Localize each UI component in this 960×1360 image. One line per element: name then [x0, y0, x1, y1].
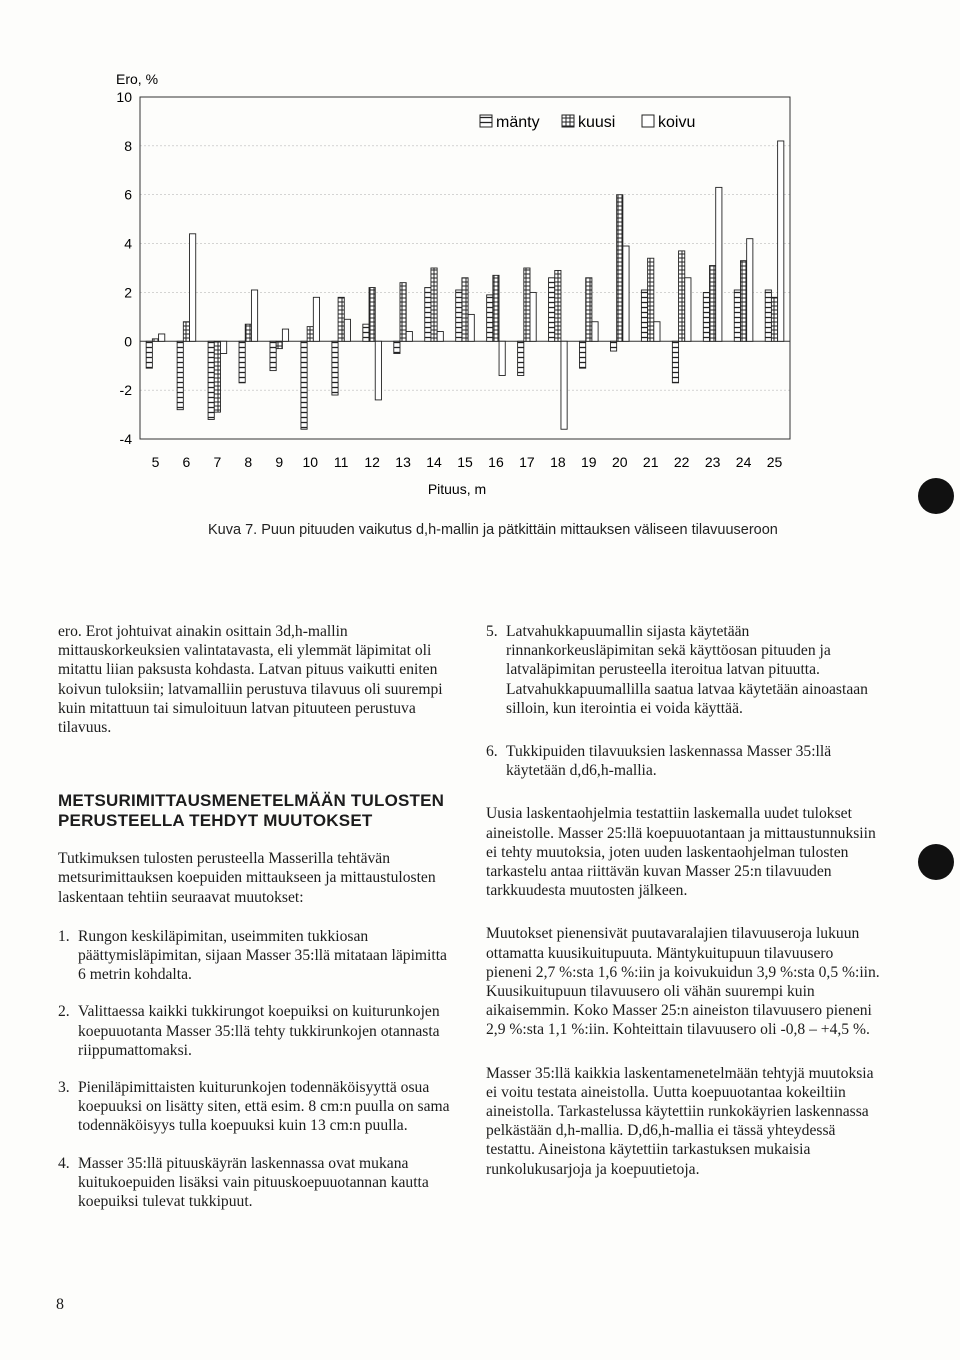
right-paragraph-2: Muutokset pienensivät puutavaralajien tilavuuseroja lukuun ottamatta kuusikuitupuuta. Mäntykuitupuun tilavuusero pieneni 2,7 %:sta 1,6 %:iin ja koivukuidun 3,9 %:sta 0,5 %:iin. Kuusikuitupuun tilavuusero oli vähän suurempi kuin aikaisemmin. Koko Masser 25:n aineiston tilavuusero pieneni 2,9 %:sta 1,1 %:iin. Kohteittain tilavuusero oli -0,8 – +4,5 %.: [486, 925, 880, 1039]
koivu-bar: [468, 314, 474, 341]
x-tick-label: 15: [457, 454, 473, 470]
x-tick-label: 17: [519, 454, 535, 470]
list-item-text: Valittaessa kaikki tukkirungot koepuiksi on kuiturunkojen koepuuotanta Masser 35:llä tehty tukkirunkojen otannasta riippumattomaksi.: [78, 1003, 440, 1059]
manty-bar: [394, 341, 400, 353]
kuusi-bar: [740, 261, 746, 342]
right-paragraph-1: Uusia laskentaohjelmia testattiin laskemalla uudet tulokset aineistolle. Masser 25:llä koepuuotantaan ja mittaustunnuksiin ei tehty muutoksia, joten uuden laskentaohjelman tulosten tarkastelu antaa riittävän kuvan Masser 25:n tilavuuden tarkkuudesta muutosten jälkeen.: [486, 805, 876, 900]
kuusi-bar: [214, 341, 220, 412]
manty-bar: [641, 290, 647, 341]
list-item-number: 6.: [486, 743, 498, 761]
list-item: [58, 1154, 450, 1212]
kuusi-bar: [307, 327, 313, 342]
kuusi-bar: [586, 278, 592, 342]
koivu-bar: [499, 341, 505, 375]
right-paragraph-3: Masser 35:llä kaikkia laskentamenetelmään tehtyjä muutoksia ei voitu testata aineistolla. Uutta koepuuotantaa kokeiltiin aineistolla. Tarkastelussa käytettiin runkokäyrien laskennassa pelkästään d,h-mallia. D,d6,h-mallia ei tässä yhteydessä testattu. Aineistona käytettiin tarkastuksen mukaisia runkolukusarjoja ja koepuutietoja.: [486, 1064, 874, 1178]
legend-swatch-kuusi: [562, 115, 574, 127]
y-gridlines: [140, 146, 790, 390]
koivu-bar: [623, 246, 629, 341]
koivu-bar: [313, 297, 319, 341]
koivu-bar: [190, 234, 196, 341]
left-paragraph-2: Tutkimuksen tulosten perusteella Masserilla tehtävän metsurimittauksen koepuiden mittaukseen ja mittaustulosten laskentaan tehtiin seuraavat muutokset:: [58, 850, 436, 906]
x-tick-label: 5: [151, 454, 160, 470]
manty-bar: [332, 341, 338, 395]
kuusi-bar: [245, 324, 251, 341]
koivu-bar: [344, 319, 350, 341]
y-tick-label: 10: [116, 89, 132, 105]
change-list-right: [486, 622, 882, 780]
y-tick-label: 8: [124, 137, 132, 154]
list-item-number: 3.: [58, 1079, 70, 1097]
y-tick-label: 2: [124, 284, 132, 301]
legend-swatch-manty: [480, 115, 492, 127]
x-tick-label: 14: [426, 454, 442, 470]
koivu-bar: [159, 334, 165, 341]
kuusi-bar: [462, 278, 468, 342]
manty-bar: [610, 341, 616, 351]
list-item-text: Tukkipuiden tilavuuksien laskennassa Masser 35:llä käytetään d,d6,h-mallia.: [506, 743, 832, 780]
list-item-number: 4.: [58, 1154, 70, 1172]
kuusi-bar: [276, 341, 282, 348]
y-tick-label: 0: [124, 333, 132, 350]
x-tick-label: 10: [302, 454, 319, 470]
y-tick-label: 6: [124, 186, 132, 203]
manty-bar: [270, 341, 276, 370]
kuusi-bar: [493, 275, 499, 341]
manty-bar: [765, 290, 771, 341]
left-column: [58, 622, 450, 1229]
manty-bar: [487, 295, 493, 341]
x-tick-label: 13: [395, 454, 411, 470]
x-tick-label: 12: [364, 454, 380, 470]
manty-bar: [580, 341, 586, 368]
koivu-bar: [561, 341, 567, 429]
x-tick-label: 9: [275, 454, 284, 470]
x-tick-label: 7: [213, 454, 222, 470]
x-tick-label: 11: [333, 454, 349, 470]
list-item: [486, 742, 882, 780]
koivu-bar: [778, 141, 784, 341]
list-item-text: Rungon keskiläpimitan, useimmiten tukkiosan päättymisläpimitan, sijaan Masser 35:llä mitataan läpimitta 6 metrin kohdalta.: [78, 927, 447, 984]
list-item-number: 2.: [58, 1003, 70, 1021]
kuusi-bar: [679, 251, 685, 341]
list-item-number: 5.: [486, 623, 498, 640]
x-tick-label: 16: [488, 454, 504, 470]
legend-label-koivu: koivu: [658, 114, 696, 131]
left-paragraph-1: ero. Erot johtuivat ainakin osittain 3d,h-mallin mittauskorkeuksien valintatavasta, eli ylemmät läpimitat oli mitattu liian paksusta kohdasta. Latvan pituus vaikutti eniten koivun tuloksiin; latvamalliin perustuva tilavuus oli suurempi kuin mitattuun tai simuloituun latvan pituuteen perustuva tilavuus.: [58, 623, 443, 737]
koivu-bar: [251, 290, 257, 341]
koivu-bar: [654, 322, 660, 342]
kuusi-bar: [555, 270, 561, 341]
bars: [146, 141, 784, 429]
kuusi-bar: [369, 288, 375, 342]
list-item: [58, 1078, 450, 1136]
list-item-number: 1.: [58, 927, 70, 945]
manty-bar: [301, 341, 307, 429]
list-item: [58, 927, 450, 985]
list-item-text: Masser 35:llä pituuskäyrän laskennassa ovat mukana kuitukoepuiden lisäksi vain pituuskoepuuotannan kautta koepuiksi tulevat tukkipuut.: [78, 1154, 429, 1211]
change-list-left: [58, 927, 450, 1211]
page-number: 8: [56, 1296, 64, 1313]
list-item: [58, 1002, 450, 1060]
koivu-bar: [716, 187, 722, 341]
legend-swatch-koivu: [642, 115, 654, 127]
manty-bar: [177, 341, 183, 409]
manty-bar: [146, 341, 152, 368]
kuusi-bar: [183, 322, 189, 342]
kuusi-bar: [771, 297, 777, 341]
x-tick-labels: [152, 454, 783, 470]
koivu-bar: [592, 322, 598, 342]
x-tick-label: 25: [766, 454, 783, 470]
list-item-text: Latvahukkapuumallin sijasta käytetään rinnankorkeusläpimitan sekä käyttöosan pituuden ja latvaläpimitan perusteella iteroitua latvan pituutta. Latvahukkapuumallilla saatua latvaa käytetään ainoastaan silloin, kun iterointia ei voida käyttää.: [506, 623, 868, 717]
y-tick-label: 4: [124, 235, 132, 252]
koivu-bar: [530, 292, 536, 341]
x-tick-label: 19: [581, 454, 597, 470]
x-tick-label: 8: [244, 454, 253, 470]
x-tick-label: 6: [182, 454, 191, 470]
y-axis-label: Ero, %: [116, 71, 159, 87]
x-axis-label: Pituus, m: [427, 481, 487, 497]
manty-bar: [549, 278, 555, 342]
manty-bar: [456, 290, 462, 341]
x-tick-label: 23: [704, 454, 721, 470]
legend-label-manty: mänty: [496, 114, 540, 131]
manty-bar: [672, 341, 678, 383]
kuusi-bar: [400, 283, 406, 342]
x-tick-label: 20: [611, 454, 628, 470]
kuusi-bar: [710, 266, 716, 342]
x-tick-label: 21: [642, 454, 659, 470]
y-tick-label: -2: [119, 382, 132, 399]
y-tick-labels: [116, 89, 132, 447]
manty-bar: [239, 341, 245, 383]
koivu-bar: [747, 239, 753, 342]
kuusi-bar: [338, 297, 344, 341]
kuusi-bar: [152, 339, 158, 341]
manty-bar: [734, 290, 740, 341]
kuusi-bar: [524, 268, 530, 341]
right-column: [486, 622, 882, 1199]
bar-chart: [0, 0, 960, 520]
koivu-bar: [406, 332, 412, 342]
binder-hole-top: [918, 478, 954, 514]
x-tick-label: 24: [735, 454, 752, 470]
manty-bar: [518, 341, 524, 375]
kuusi-bar: [617, 195, 623, 342]
list-item-text: Pieniläpimittaisten kuiturunkojen todennäköisyyttä osua koepuuksi on lisätty siten, että esim. 8 cm:n puulla on sama todennäköisyys tulla koepuuksi kuin 13 cm:n puulla.: [78, 1079, 450, 1135]
koivu-bar: [375, 341, 381, 400]
legend-label-kuusi: kuusi: [578, 114, 616, 131]
list-item: [486, 622, 882, 718]
manty-bar: [208, 341, 214, 419]
koivu-bar: [685, 278, 691, 342]
x-tick-label: 22: [673, 454, 690, 470]
koivu-bar: [437, 332, 443, 342]
binder-hole-bottom: [918, 844, 954, 880]
legend: [480, 114, 695, 131]
x-tick-label: 18: [550, 454, 566, 470]
manty-bar: [363, 324, 369, 341]
figure-caption: Kuva 7. Puun pituuden vaikutus d,h-mallin ja pätkittäin mittauksen väliseen tilavuuseroon: [208, 522, 778, 538]
section-heading: METSURIMITTAUSMENETELMÄÄN TULOSTEN PERUSTEELLA TEHDYT MUUTOKSET: [58, 791, 445, 831]
manty-bar: [425, 288, 431, 342]
y-tick-label: -4: [119, 431, 132, 447]
manty-bar: [703, 292, 709, 341]
kuusi-bar: [431, 268, 437, 341]
kuusi-bar: [648, 258, 654, 341]
plot-frame: [140, 97, 790, 439]
koivu-bar: [220, 341, 226, 353]
koivu-bar: [282, 329, 288, 341]
